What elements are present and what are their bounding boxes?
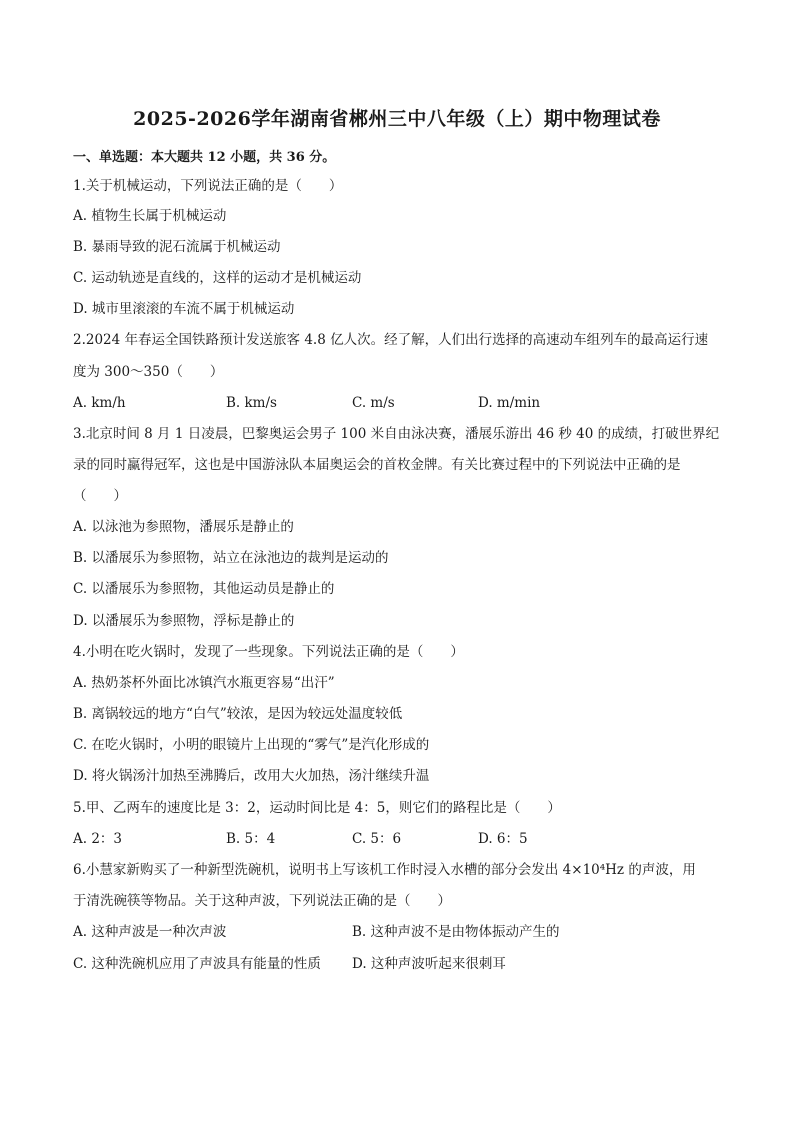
question-4-stem: 4.小明在吃火锅时，发现了一些现象。下列说法正确的是（ ） xyxy=(73,644,464,660)
question-3-stem-line-3: （ ） xyxy=(73,488,127,504)
question-2-options xyxy=(73,393,733,413)
question-2-option-b: B. km/s xyxy=(226,395,277,411)
question-3-option-a: A. 以泳池为参照物，潘展乐是静止的 xyxy=(73,519,294,535)
question-6-options-row-1 xyxy=(73,922,733,942)
question-6-stem-line-2: 于清洗碗筷等物品。关于这种声波，下列说法正确的是（ ） xyxy=(73,893,451,909)
question-6-options-row-2 xyxy=(73,954,733,974)
section-heading: 一、单选题：本大题共 12 小题，共 36 分。 xyxy=(73,150,336,165)
question-6-stem-line-1: 6.小慧家新购买了一种新型洗碗机，说明书上写该机工作时浸入水槽的部分会发出 4×10⁴Hz 的声波，用 xyxy=(73,862,696,878)
question-1-option-d: D. 城市里滚滚的车流不属于机械运动 xyxy=(73,301,295,317)
question-2-stem-line-1: 2.2024 年春运全国铁路预计发送旅客 4.8 亿人次。经了解，人们出行选择的高速动车组列车的最高运行速 xyxy=(73,332,709,348)
question-6-option-a: A. 这种声波是一种次声波 xyxy=(73,924,227,940)
question-5-option-b: B. 5：4 xyxy=(226,831,276,847)
question-3-option-d: D. 以潘展乐为参照物，浮标是静止的 xyxy=(73,613,295,629)
question-1-option-c: C. 运动轨迹是直线的，这样的运动才是机械运动 xyxy=(73,270,362,286)
exam-title: 2025-2026学年湖南省郴州三中八年级（上）期中物理试卷 xyxy=(133,108,661,130)
question-3-option-b: B. 以潘展乐为参照物，站立在泳池边的裁判是运动的 xyxy=(73,550,389,566)
question-3-option-c: C. 以潘展乐为参照物，其他运动员是静止的 xyxy=(73,581,335,597)
question-1-stem: 1.关于机械运动，下列说法正确的是（ ） xyxy=(73,178,343,194)
question-3-stem-line-1: 3.北京时间 8 月 1 日凌晨，巴黎奥运会男子 100 米自由泳决赛，潘展乐游出 46 秒 40 的成绩，打破世界纪 xyxy=(73,426,720,442)
question-2-stem-line-2: 度为 300～350（ ） xyxy=(73,364,224,380)
question-3-stem-line-2: 录的同时赢得冠军，这也是中国游泳队本届奥运会的首枚金牌。有关比赛过程中的下列说法中正确的是 xyxy=(73,457,681,473)
question-5-options xyxy=(73,829,733,849)
question-6-option-b: B. 这种声波不是由物体振动产生的 xyxy=(352,924,560,940)
question-6-option-d: D. 这种声波听起来很刺耳 xyxy=(352,956,506,972)
question-4-option-b: B. 离锅较远的地方“白气”较浓，是因为较远处温度较低 xyxy=(73,706,403,722)
question-5-stem: 5.甲、乙两车的速度比是 3：2，运动时间比是 4：5，则它们的路程比是（ ） xyxy=(73,800,561,816)
question-4-option-c: C. 在吃火锅时，小明的眼镜片上出现的“雾气”是汽化形成的 xyxy=(73,737,430,753)
question-1-option-a: A. 植物生长属于机械运动 xyxy=(73,208,227,224)
question-1-option-b: B. 暴雨导致的泥石流属于机械运动 xyxy=(73,239,281,255)
question-2-option-a: A. km/h xyxy=(73,395,126,411)
question-2-option-c: C. m/s xyxy=(352,395,395,411)
question-4-option-a: A. 热奶茶杯外面比冰镇汽水瓶更容易“出汗” xyxy=(73,675,335,691)
question-2-option-d: D. m/min xyxy=(478,395,541,411)
question-4-option-d: D. 将火锅汤汁加热至沸腾后，改用大火加热，汤汁继续升温 xyxy=(73,768,430,784)
question-5-option-c: C. 5：6 xyxy=(352,831,402,847)
question-5-option-a: A. 2：3 xyxy=(73,831,123,847)
question-5-option-d: D. 6：5 xyxy=(478,831,528,847)
question-6-option-c: C. 这种洗碗机应用了声波具有能量的性质 xyxy=(73,956,321,972)
